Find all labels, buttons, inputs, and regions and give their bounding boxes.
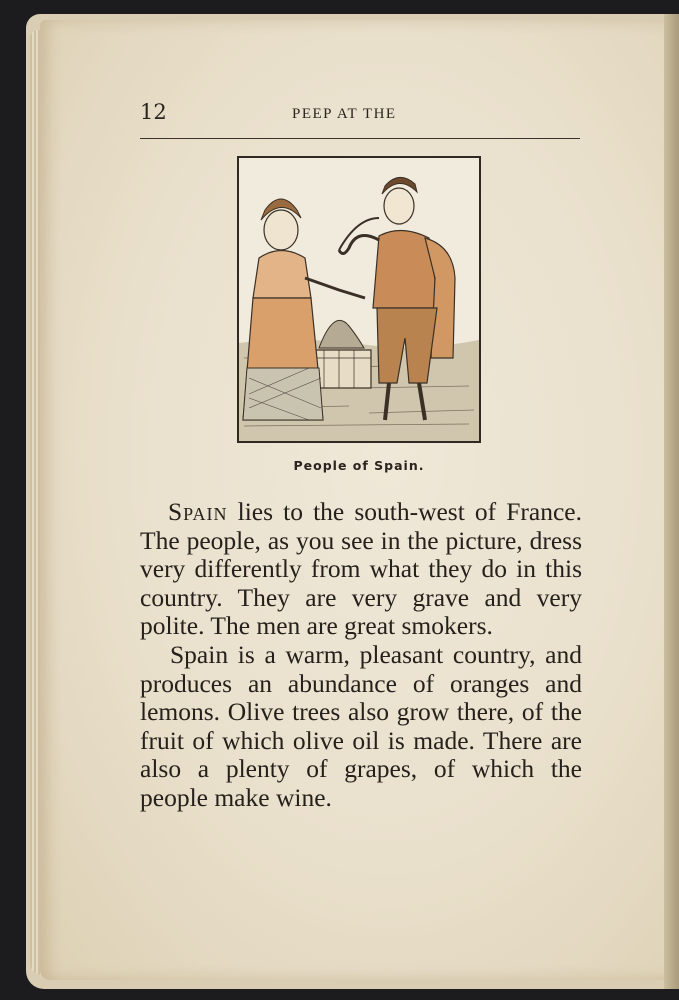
running-head: PEEP AT THE <box>292 106 397 122</box>
illustration-drawing <box>239 158 479 441</box>
paragraph-1-text: lies to the south-west of France. The people, as you see in the picture, dress very differently from what they do in this country. They are very grave and very polite. The men are great smokers. <box>140 497 582 641</box>
illustration-caption: People of Spain. <box>293 458 425 473</box>
paragraph-1 <box>140 498 582 641</box>
page-number: 12 <box>140 100 167 124</box>
page-header <box>140 98 580 139</box>
paragraph-1-lead-word: Spain <box>168 497 228 526</box>
body-text <box>140 498 582 813</box>
facing-page-edge <box>664 14 679 989</box>
paragraph-2: Spain is a warm, pleasant country, and produces an abundance of oranges and lemons. Olive trees also grow there, of the fruit of which olive oil is made. There are also a plenty of grapes, of which the people make wine. <box>140 639 582 812</box>
woodcut-illustration <box>237 156 481 443</box>
